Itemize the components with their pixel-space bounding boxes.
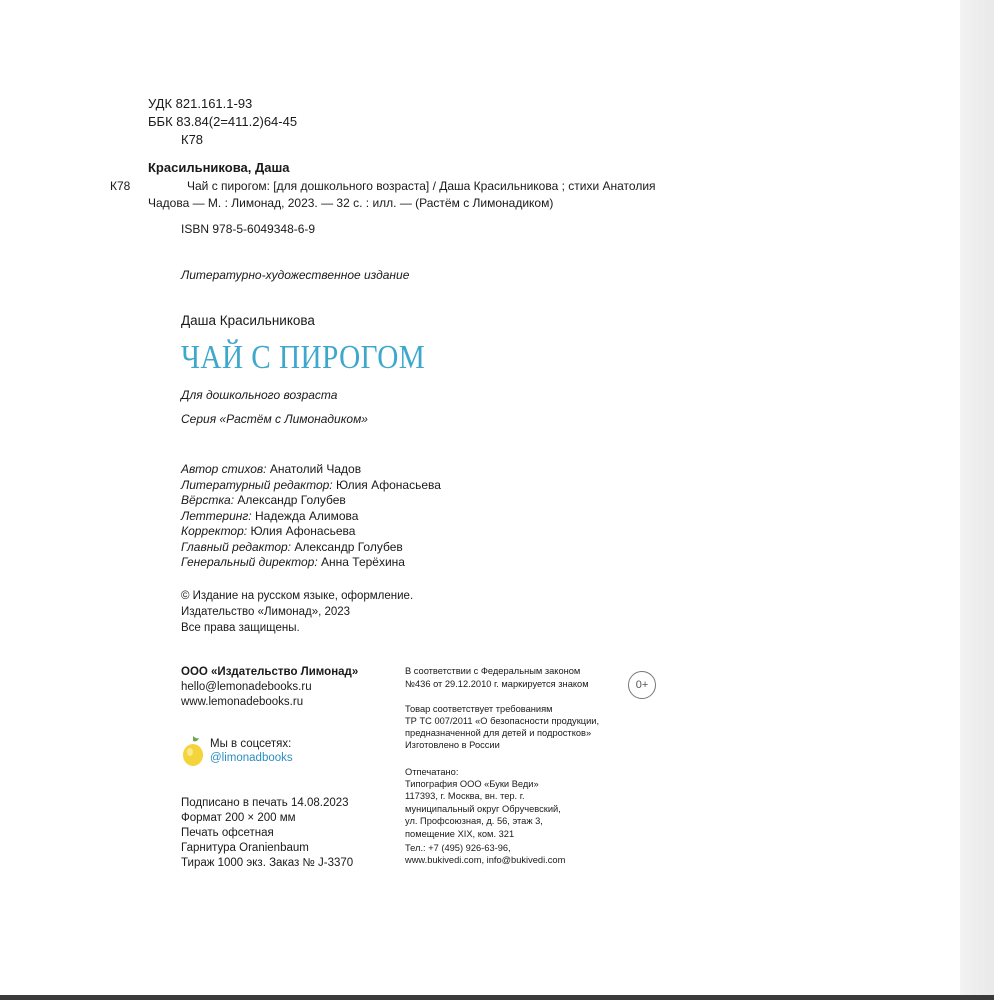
safety-line: Изготовлено в России — [405, 740, 500, 750]
catalog-description-line1: Чай с пирогом: [для дошкольного возраста] / Даша Красильникова ; стихи Анатолия — [187, 179, 656, 193]
age-rating-badge: 0+ — [628, 671, 656, 699]
catalog-description-line2: Чадова — М. : Лимонад, 2023. — 32 с. : илл. — (Растём с Лимонадиком) — [148, 196, 554, 210]
credit-role: Автор стихов: — [181, 462, 267, 476]
printer-line: муниципальный округ Обручевский, — [405, 804, 561, 814]
publisher-email[interactable]: hello@lemonadebooks.ru — [181, 681, 312, 693]
credit-name: Надежда Алимова — [254, 509, 359, 523]
copyright-line: Издательство «Лимонад», 2023 — [181, 606, 351, 618]
lemon-icon — [182, 735, 204, 767]
credit-name: Александр Голубев — [294, 540, 403, 554]
social-label: Мы в соцсетях: — [210, 738, 292, 750]
printer-line: Отпечатано: — [405, 767, 459, 777]
edition-type: Литературно-художественное издание — [181, 268, 410, 282]
catalog-mark: К78 — [110, 179, 131, 193]
credit-role: Вёрстка: — [181, 493, 235, 507]
isbn: ISBN 978-5-6049348-6-9 — [181, 222, 316, 236]
safety-line: Товар соответствует требованиям — [405, 704, 553, 714]
catalog-author-heading: Красильникова, Даша — [148, 160, 290, 175]
print-info-line: Тираж 1000 экз. Заказ № J-3370 — [181, 857, 354, 869]
credit-line — [181, 555, 405, 571]
print-info-line: Формат 200 × 200 мм — [181, 812, 296, 824]
book-series: Серия «Растём с Лимонадиком» — [181, 412, 368, 426]
udk-code: УДК 821.161.1-93 — [148, 96, 253, 111]
credit-name: Анатолий Чадов — [269, 462, 362, 476]
credit-role: Леттеринг: — [181, 509, 252, 523]
credit-name: Анна Терёхина — [321, 555, 405, 569]
printer-line: Типография ООО «Буки Веди» — [405, 779, 539, 789]
print-info-line: Гарнитура Oranienbaum — [181, 842, 309, 854]
credit-line — [181, 478, 441, 494]
credit-line — [181, 493, 346, 509]
book-title: ЧАЙ С ПИРОГОМ — [181, 339, 426, 376]
credit-line — [181, 509, 358, 525]
credit-name: Александр Голубев — [237, 493, 346, 507]
print-info-line: Подписано в печать 14.08.2023 — [181, 797, 349, 809]
age-law-line: №436 от 29.12.2010 г. маркируется знаком — [405, 679, 589, 689]
credit-role: Генеральный директор: — [181, 555, 318, 569]
bbk-code: ББК 83.84(2=411.2)64-45 — [148, 114, 298, 129]
credit-role: Литературный редактор: — [181, 478, 333, 492]
credit-role: Корректор: — [181, 524, 248, 538]
book-author: Даша Красильникова — [181, 313, 315, 328]
safety-line: ТР ТС 007/2011 «О безопасности продукции, — [405, 716, 600, 726]
safety-line: предназначенной для детей и подростков» — [405, 728, 592, 738]
print-info-line: Печать офсетная — [181, 827, 274, 839]
credit-line — [181, 462, 361, 478]
printer-line: 117393, г. Москва, вн. тер. г. — [405, 791, 525, 801]
publisher-name: ООО «Издательство Лимонад» — [181, 666, 359, 678]
social-handle-link[interactable]: @limonadbooks — [210, 752, 293, 764]
printer-line: помещение XIX, ком. 321 — [405, 829, 515, 839]
credit-role: Главный редактор: — [181, 540, 292, 554]
copyright-line: © Издание на русском языке, оформление. — [181, 590, 414, 602]
viewer-margin — [960, 0, 994, 995]
copyright-line: Все права защищены. — [181, 622, 300, 634]
book-audience: Для дошкольного возраста — [181, 388, 338, 402]
publisher-website[interactable]: www.lemonadebooks.ru — [181, 696, 304, 708]
credit-name: Юлия Афонасьева — [250, 524, 356, 538]
printer-line: ул. Профсоюзная, д. 56, этаж 3, — [405, 816, 543, 826]
credit-line — [181, 540, 403, 556]
author-mark: К78 — [181, 132, 204, 147]
age-law-line: В соответствии с Федеральным законом — [405, 666, 581, 676]
viewer-bottom-edge — [0, 995, 994, 1000]
printer-line[interactable]: www.bukivedi.com, info@bukivedi.com — [405, 855, 566, 865]
printer-line: Тел.: +7 (495) 926-63-96, — [405, 843, 511, 853]
credit-name: Юлия Афонасьева — [335, 478, 441, 492]
credit-line — [181, 524, 355, 540]
